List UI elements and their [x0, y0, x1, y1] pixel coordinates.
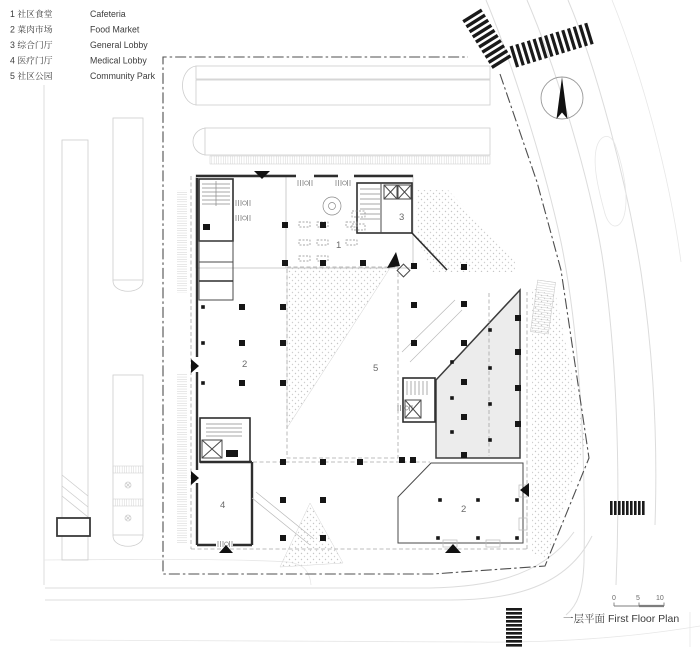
- crosswalk-icon-south: [506, 608, 522, 647]
- room-label-community-park: 5: [373, 363, 379, 374]
- parking-col-west-inner-upper: [113, 118, 143, 291]
- gate-house: [57, 518, 90, 536]
- crosswalk-icon-ne: [510, 23, 594, 68]
- room-label-market-right: 2: [461, 504, 467, 515]
- entrance-triangle-south-2: [445, 544, 461, 553]
- drawing-title-en: First Floor Plan: [608, 613, 680, 625]
- legend-item-zh: 4 医疗门厅: [10, 55, 53, 66]
- parking-lots: [57, 66, 490, 560]
- room-label-cafeteria: 1: [336, 240, 342, 251]
- stair-core-northwest: [199, 179, 233, 300]
- scale-tick-10: 10: [656, 595, 664, 602]
- legend: [10, 8, 156, 81]
- north-arrow-icon: [541, 77, 583, 119]
- plaza-northeast: [416, 190, 515, 272]
- stair-core-central: [403, 378, 435, 422]
- stair-core-west: [200, 418, 250, 462]
- plaza-triangle-south: [280, 503, 343, 567]
- legend-item-zh: 5 社区公园: [10, 71, 53, 81]
- legend-item-zh: 2 菜肉市场: [10, 24, 53, 35]
- drawing-title: [563, 613, 679, 625]
- legend-item-zh: 1 社区食堂: [10, 9, 53, 19]
- parking-col-west-outer: [62, 140, 88, 560]
- scale-tick-5: 5: [636, 595, 640, 602]
- room-label-medical-lobby: 4: [220, 500, 226, 511]
- legend-item-en: Community Park: [90, 71, 156, 81]
- park-lawn-triangle: [287, 268, 390, 428]
- cafeteria-furniture: [299, 197, 365, 261]
- drawing-title-zh: 一层平面: [563, 613, 605, 625]
- legend-item-zh: 3 综合门厅: [10, 40, 53, 50]
- crosswalk-icon-east: [610, 501, 645, 515]
- parking-col-west-inner-lower: [113, 375, 143, 546]
- entrance-triangle-lobby: [387, 252, 400, 268]
- crosswalk-icon-nw: [462, 9, 511, 69]
- room-label-market-left: 2: [242, 359, 248, 370]
- road-network: [44, 0, 700, 647]
- hedge-strip-west-upper: [177, 190, 187, 293]
- legend-item-en: Cafeteria: [90, 9, 126, 19]
- building-plan: [177, 171, 556, 553]
- parking-row-north-2: [193, 128, 490, 164]
- site-boundary-line: [163, 57, 589, 574]
- room-label-general-lobby: 3: [399, 212, 405, 223]
- legend-item-en: General Lobby: [90, 40, 148, 50]
- legend-item-en: Food Market: [90, 24, 140, 35]
- legend-item-en: Medical Lobby: [90, 55, 147, 66]
- parking-row-north-1: [183, 66, 491, 105]
- hedge-strip-west-lower: [177, 373, 187, 543]
- scale-bar: [612, 595, 664, 606]
- scale-tick-0: 0: [612, 595, 616, 602]
